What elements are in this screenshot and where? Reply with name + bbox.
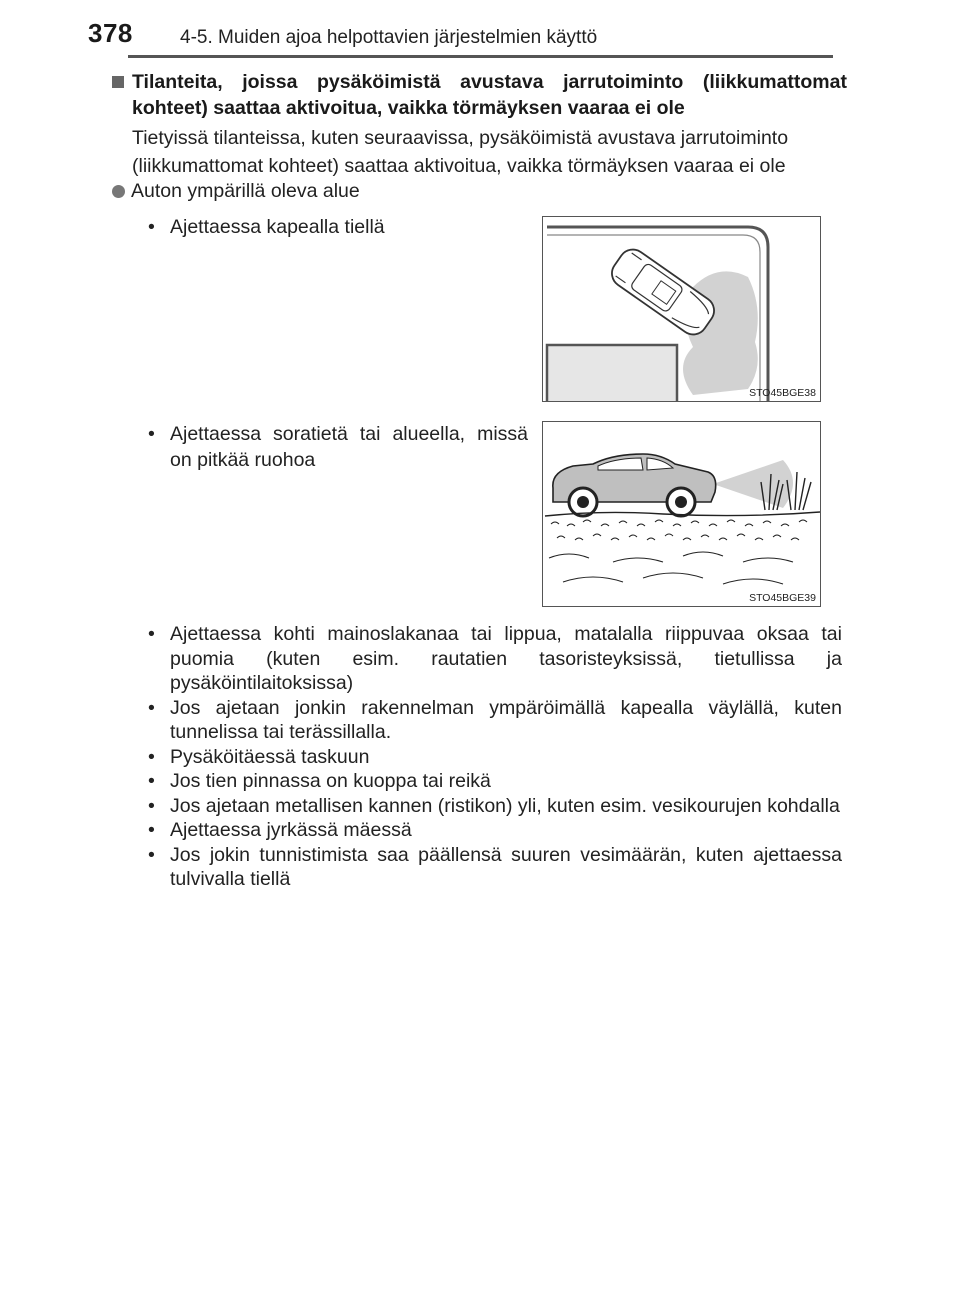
figure-item-gravel-grass (148, 421, 528, 473)
figure-label: STO45BGE38 (749, 387, 816, 399)
section-heading (112, 69, 847, 121)
list-item: • Ajettaessa kohti mainoslakanaa tai lippua, matalalla riippuvaa oksaa tai puomia (kuten esim. rautatien tasoristeyksissä, tietullissa ja pysäköintilaitoksissa) (148, 623, 842, 694)
figure-item-text: Ajettaessa soratietä tai alueella, missä on pitkää ruohoa (170, 423, 528, 471)
figure-label: STO45BGE39 (749, 592, 816, 604)
page-number: 378 (88, 18, 133, 48)
list-item: • Pysäköitäessä taskuun (148, 745, 370, 768)
chapter-title: 4-5. Muiden ajoa helpottavien järjestelmien käyttö (180, 27, 598, 48)
situations-list (148, 622, 842, 892)
header-rule (128, 55, 833, 58)
bullet-marker: • (148, 216, 155, 238)
list-item: • Jos ajetaan metallisen kannen (ristikon) yli, kuten esim. vesikourujen kohdalla (148, 794, 840, 817)
page-header (0, 0, 960, 60)
figure-narrow-road (542, 216, 821, 402)
subheading (112, 178, 360, 204)
section-heading-text: Tilanteita, joissa pysäköimistä avustava jarrutoiminto (liikkumattomat kohteet) saattaa aktivoitua, vaikka törmäyksen vaaraa ei ole (132, 71, 847, 119)
intro-paragraph: Tietyissä tilanteissa, kuten seuraavissa, pysäköimistä avustava jarrutoiminto (liikkumattomat kohteet) saattaa aktivoitua, vaikka törmäyksen vaaraa ei ole (132, 127, 789, 177)
figure-item-narrow-road (148, 214, 528, 240)
list-item: • Ajettaessa jyrkässä mäessä (148, 819, 412, 841)
figure-item-text: Ajettaessa kapealla tiellä (170, 216, 385, 238)
square-bullet-icon (112, 76, 124, 88)
list-item: • Jos jokin tunnistimista saa päällensä suuren vesimäärän, kuten ajettaessa tulvivalla tiellä (148, 843, 842, 890)
list-item: • Jos ajetaan jonkin rakennelman ympäröimällä kapealla väylällä, kuten tunnelissa tai terässillalla. (148, 696, 842, 743)
gravel-road-illustration (543, 422, 821, 607)
bullet-marker: • (148, 423, 155, 445)
figure-gravel-grass (542, 421, 821, 607)
narrow-road-illustration (543, 217, 821, 402)
subheading-text: Auton ympärillä oleva alue (131, 180, 360, 202)
list-item: • Jos tien pinnassa on kuoppa tai reikä (148, 770, 491, 792)
circle-bullet-icon (112, 185, 125, 198)
